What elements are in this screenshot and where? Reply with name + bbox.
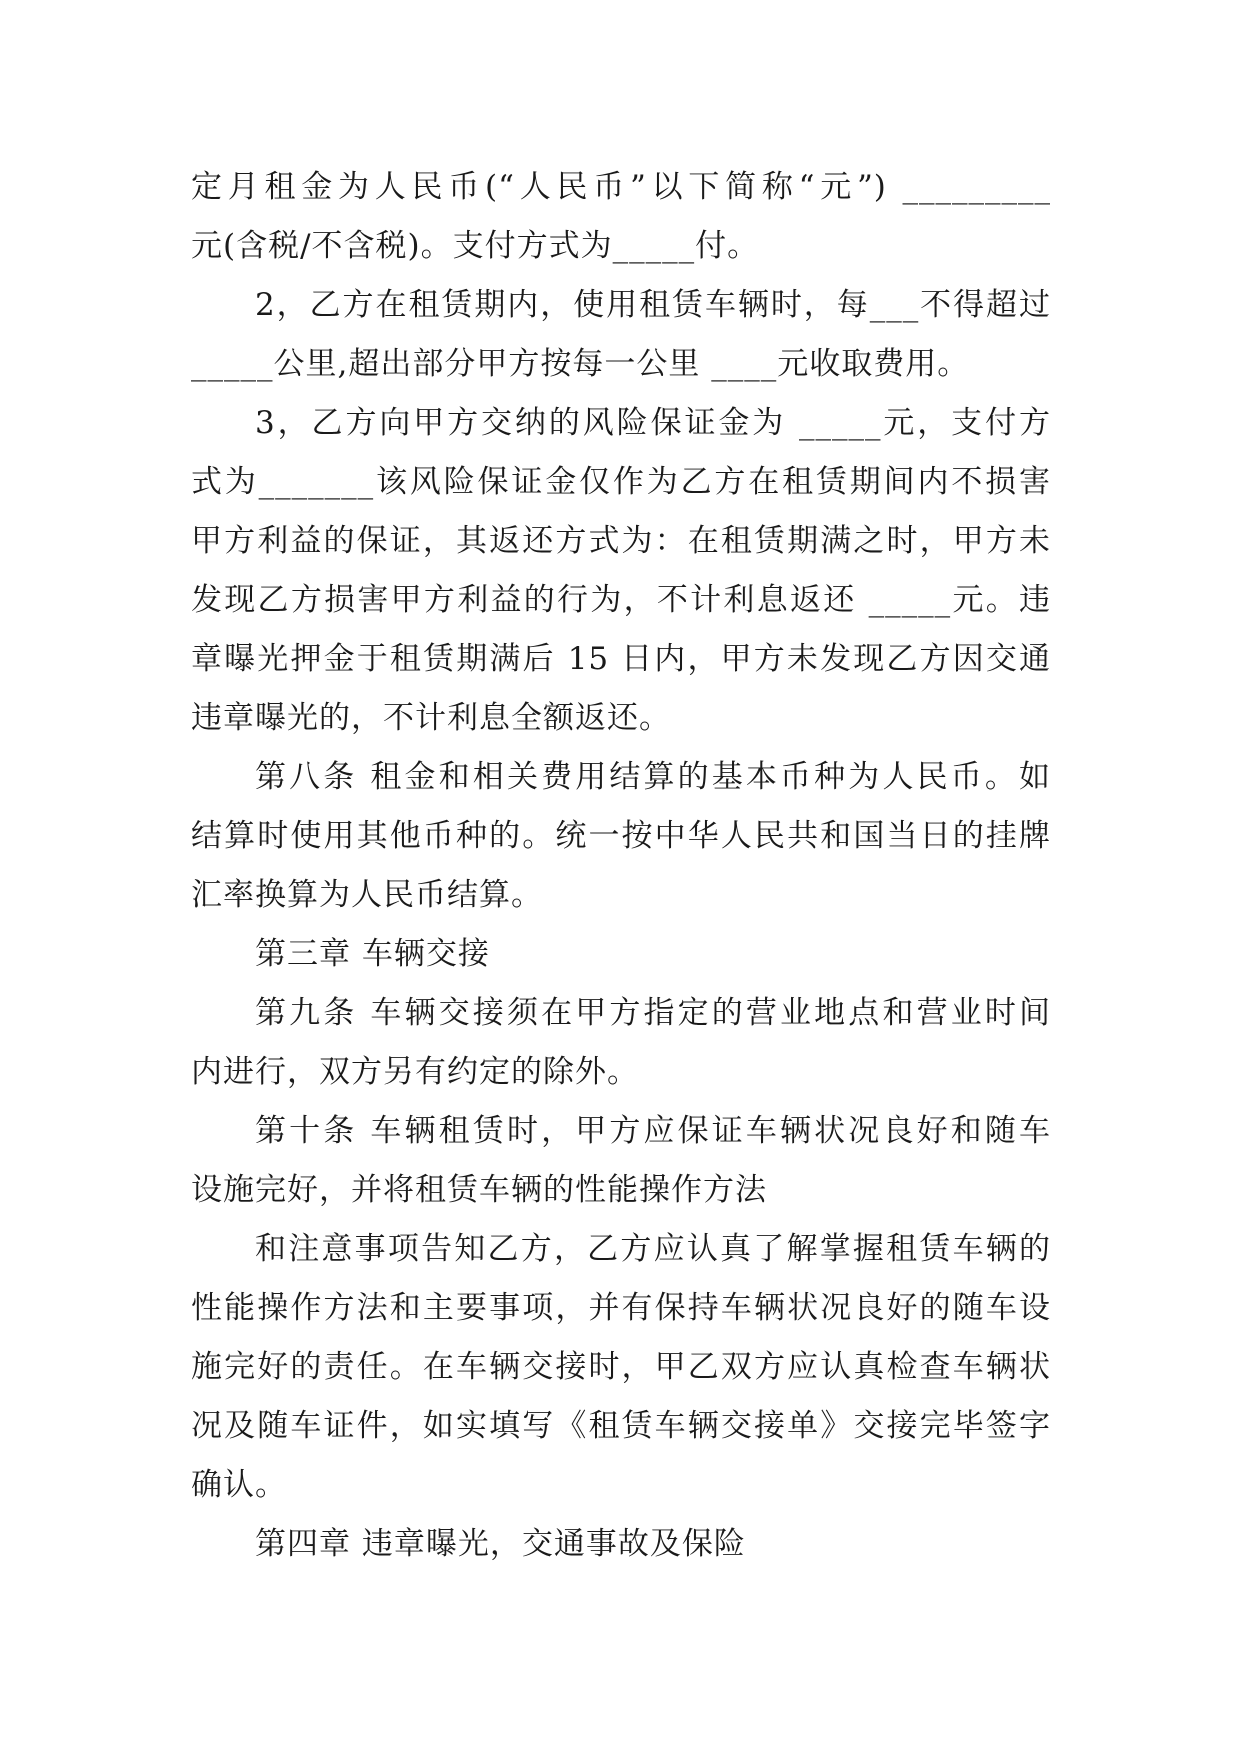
text-line: 确认。	[191, 1467, 287, 1503]
text-line: 设施完好，并将租赁车辆的性能操作方法	[191, 1172, 767, 1208]
text-line: 和注意事项告知乙方，乙方应认真了解掌握租赁车辆的	[255, 1231, 1051, 1267]
text-line: 定月租金为人民币(“人民币”以下简称“元”) _________	[191, 169, 1051, 205]
text-line: 第十条 车辆租赁时，甲方应保证车辆状况良好和随车	[255, 1113, 1051, 1149]
text-line: 2，乙方在租赁期内，使用租赁车辆时，每___不得超过	[255, 287, 1051, 323]
text-line: 第九条 车辆交接须在甲方指定的营业地点和营业时间	[255, 995, 1051, 1031]
document-page	[191, 158, 1051, 1574]
text-line: 甲方利益的保证，其返还方式为：在租赁期满之时，甲方未	[191, 523, 1051, 559]
text-line: 第八条 租金和相关费用结算的基本币种为人民币。如	[255, 759, 1051, 795]
text-line: 况及随车证件，如实填写《租赁车辆交接单》交接完毕签字	[191, 1408, 1051, 1444]
text-line: _____公里,超出部分甲方按每一公里 ____元收取费用。	[191, 346, 970, 382]
text-line: 章曝光押金于租赁期满后 15 日内，甲方未发现乙方因交通	[191, 641, 1051, 677]
text-line: 式为_______该风险保证金仅作为乙方在租赁期间内不损害	[191, 464, 1051, 500]
text-line: 发现乙方损害甲方利益的行为，不计利息返还 _____元。违	[191, 582, 1051, 618]
text-line: 3，乙方向甲方交纳的风险保证金为 _____元，支付方	[255, 405, 1051, 441]
text-line: 汇率换算为人民币结算。	[191, 877, 543, 913]
text-line: 内进行，双方另有约定的除外。	[191, 1054, 639, 1090]
text-line: 结算时使用其他币种的。统一按中华人民共和国当日的挂牌	[191, 818, 1051, 854]
text-line: 第三章 车辆交接	[255, 936, 490, 972]
text-line: 性能操作方法和主要事项，并有保持车辆状况良好的随车设	[191, 1290, 1051, 1326]
text-line: 施完好的责任。在车辆交接时，甲乙双方应认真检查车辆状	[191, 1349, 1051, 1385]
text-line: 违章曝光的，不计利息全额返还。	[191, 700, 671, 736]
text-line: 第四章 违章曝光，交通事故及保险	[255, 1526, 746, 1562]
text-line: 元(含税/不含税)。支付方式为_____付。	[191, 228, 760, 264]
